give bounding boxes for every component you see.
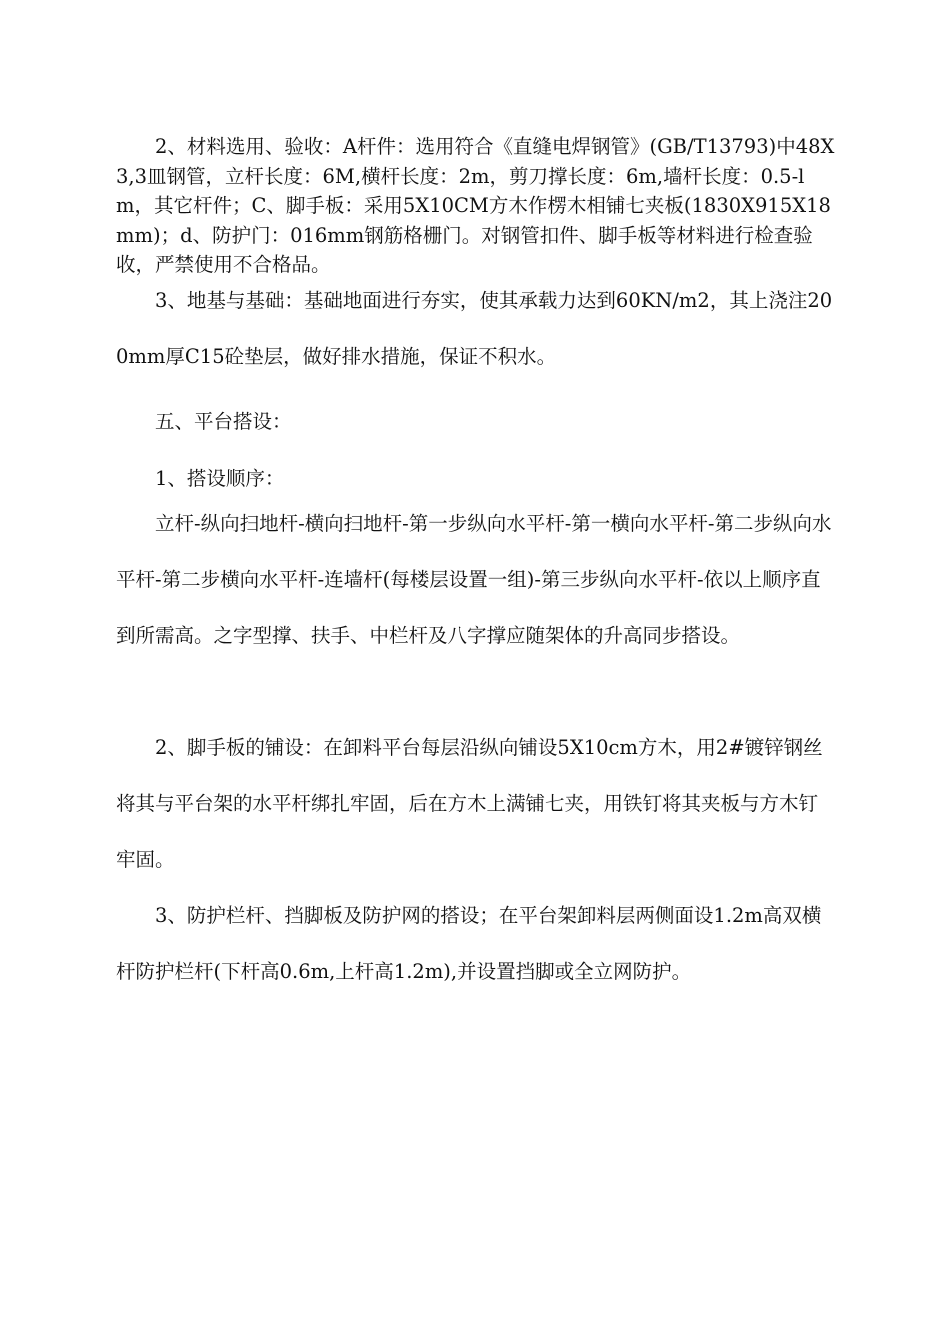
paragraph-scaffold-board-laying: 2、脚手板的铺设：在卸料平台每层沿纵向铺设5X10cm方木，用2#镀锌钢丝将其与平台架的水平杆绑扎牢固，后在方木上满铺七夹，用铁钉将其夹板与方木钉牢固。 xyxy=(116,736,823,871)
paragraph-foundation: 3、地基与基础：基础地面进行夯实，使其承载力达到60KN/m2，其上浇注200mm厚C15砼垫层，做好排水措施，保证不积水。 xyxy=(116,289,833,368)
paragraph-erection-sequence: 立杆-纵向扫地杆-横向扫地杆-第一步纵向水平杆-第一横向水平杆-第二步纵向水平杆-第二步横向水平杆-连墙杆(每楼层设置一组)-第三步纵向水平杆-依以上顺序直到所需高。之字型撑、扶手、中栏杆及八字撑应随架体的升高同步搭设。 xyxy=(116,512,832,647)
subheading-erection-sequence: 1、搭设顺序： xyxy=(155,467,285,490)
paragraph-guardrail-erection: 3、防护栏杆、挡脚板及防护网的搭设；在平台架卸料层两侧面设1.2m高双横杆防护栏杆(下杆高0.6m,上杆高1.2m),并设置挡脚或全立网防护。 xyxy=(116,904,822,983)
section-heading-platform-erection: 五、平台搭设： xyxy=(155,410,292,433)
paragraph-material-selection: 2、材料选用、验收：A杆件：选用符合《直缝电焊钢管》(GB/T13793)中48X3,3皿钢管，立杆长度：6M,横杆长度：2m，剪刀撑长度：6m,墙杆长度：0.5-lm，其它杆件；C、脚手板：采用5X10CM方木作楞木相铺七夹板(1830X915X18mm)；d、防护门：016mm钢筋格栅门。对钢管扣件、脚手板等材料进行检查验收，严禁使用不合格品。 xyxy=(116,135,835,276)
